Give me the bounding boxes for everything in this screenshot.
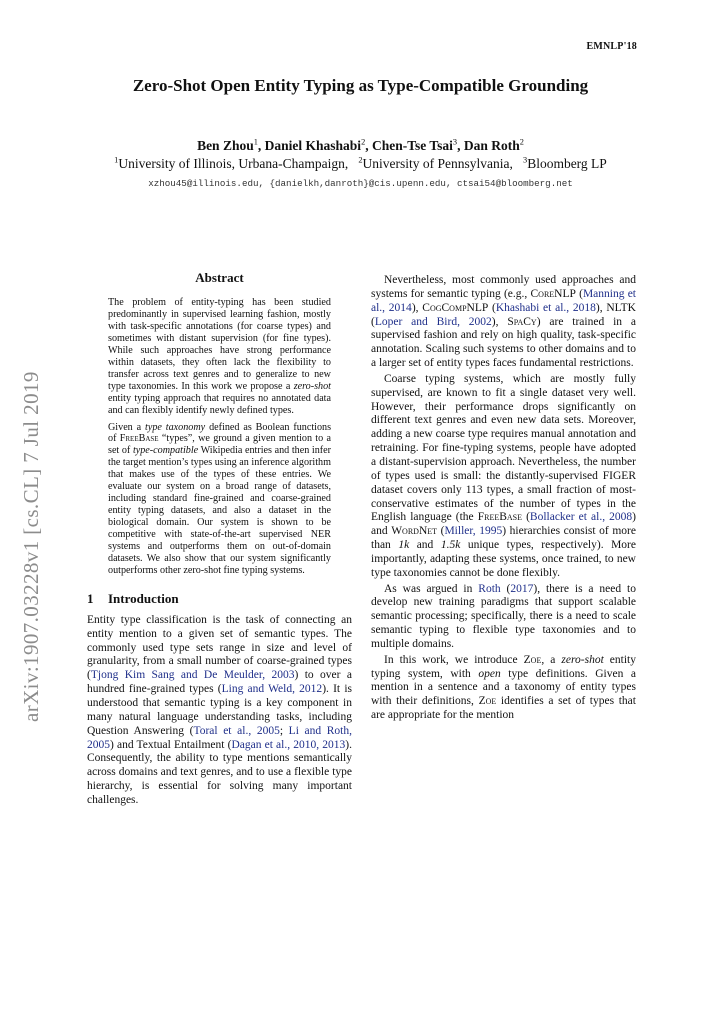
citation-link[interactable]: Ling and Weld, 2012	[221, 683, 323, 696]
citation-link[interactable]: 2017	[510, 582, 534, 595]
author-emails: xzhou45@illinois.edu, {danielkh,danroth}@cis.upenn.edu, ctsai54@bloomberg.net	[148, 178, 573, 189]
abstract-paragraph: Given a type taxonomy defined as Boolean functions of FreeBase “types”, we ground a given mention to a set of type-compatible Wikipedia entries and then infer the target mention’s types using an inference algorithm that makes use of the types of these entries. We evaluate our system on a broad range of datasets, including standard fine-grained and coarse-grained entity typing datasets, and also a dataset in the biological domain. Our system is shown to be competitive with state-of-the-art supervised NER systems and outperforms them on out-of-domain datasets. We also show that our system significantly outperforms other zero-shot fine typing systems.	[108, 421, 332, 576]
affiliation: University of Pennsylvania,	[362, 156, 513, 171]
citation-link[interactable]: Roth	[478, 582, 501, 595]
intro-paragraph: Entity type classification is the task of connecting an entity mention to a given set of semantic types. The commonly used type sets range in size and level of granularity, from a small number of coarse-grained types (Tjong Kim Sang and De Meulder, 2003) to over a hundred fine-grained types (Ling and Weld, 2012). It is understood that semantic typing is a key component in many natural language understanding tasks, including Question Answering (Toral et al., 2005; Li and Roth, 2005) and Textual Entailment (Dagan et al., 2010, 2013). Consequently, the ability to type mentions semantically across domains and text genres, and to use a flexible type hierarchy, is essential for solving many important challenges.	[87, 613, 353, 806]
citation-link[interactable]: Khashabi et al., 2018	[495, 301, 596, 314]
section-heading-introduction	[87, 591, 352, 607]
abstract-body	[87, 297, 352, 577]
citation-link[interactable]: Toral et al., 2005	[193, 724, 280, 737]
author-list: Ben Zhou$^1$, Daniel Khashabi$^2$, Chen-Tse Tsai$^3$, Dan Roth$^2$	[197, 137, 524, 153]
intro-column-right	[371, 274, 636, 723]
citation-link[interactable]: Miller, 1995	[444, 525, 503, 538]
affiliation-list	[0, 156, 721, 172]
author-name: Chen-Tse Tsai	[372, 138, 453, 153]
affiliation-marker: 3	[452, 137, 458, 147]
intro-paragraph: As was argued in Roth (2017), there is a need to develop new training paradigms that support scalable semantic processing; specifically, there is a need to scale semantic typing to flexible type taxonomies and to multiple domains.	[371, 582, 636, 650]
abstract-paragraph: The problem of entity-typing has been studied predominantly in supervised learning fashion, mostly with task-specific annotations (for coarse types) and sometimes with distant supervision (for fine types). While such approaches have strong performance within datasets, they often lack the flexibility to transfer across text genres and to generalize to new type taxonomies. In this work we propose a zero-shot entity typing approach that requires no annotated data and can flexibly identify newly defined types.	[108, 297, 331, 416]
affiliation: University of Illinois, Urbana-Champaign,	[118, 156, 349, 171]
author-name: Daniel Khashabi	[264, 138, 362, 153]
affiliation-marker: 2	[361, 137, 366, 147]
left-column	[87, 270, 352, 808]
paper-title: Zero-Shot Open Entity Typing as Type-Compatible Grounding	[132, 76, 589, 95]
affiliation-marker: 2	[358, 155, 363, 165]
intro-column-left	[87, 614, 352, 808]
citation-link[interactable]: Loper and Bird, 2002	[374, 315, 492, 328]
arxiv-stamp: arXiv:1907.03228v1 [cs.CL] 7 Jul 2019	[19, 371, 43, 722]
abstract-heading: Abstract	[195, 270, 244, 285]
citation-link[interactable]: Dagan et al., 2010, 2013	[231, 738, 346, 751]
author-name: Dan Roth	[463, 138, 520, 153]
venue-label: EMNLP'18	[586, 41, 637, 52]
affiliation: Bloomberg LP	[527, 156, 607, 171]
citation-link[interactable]: Manning et al., 2014	[371, 287, 636, 314]
intro-paragraph: Nevertheless, most commonly used approaches and systems for semantic typing (e.g., CoreNLP (Manning et al., 2014), CogCompNLP (Khashabi et al., 2018), NLTK (Loper and Bird, 2002), SpaCy) are trained in a supervised fashion and rely on high quality, task-specific annotation. Scaling such systems to other domains and to a larger set of entity types faces fundamental restrictions.	[371, 274, 636, 370]
intro-paragraph: Coarse typing systems, which are mostly fully supervised, are known to fit a single dataset very well. However, their performance drops significantly on different text genres and even new data sets. Moreover, adding a new coarse type requires manual annotation and retraining. For fine-typing systems, people have adopted a distant-supervision approach. Nevertheless, the number of types used is small: the distantly-supervised FIGER dataset covers only 113 types, a small fraction of most-conservative estimates of the number of types in the English language (the FreeBase (Bollacker et al., 2008) and WordNet (Miller, 1995) hierarchies consist of more than 1k and 1.5k unique types, respectively). More importantly, adapting these systems, once trained, to new type taxonomies cannot be done flexibly.	[371, 372, 636, 579]
section-title: Introduction	[108, 590, 179, 606]
section-number: 1	[87, 590, 94, 606]
author-name: Ben Zhou	[197, 138, 254, 153]
affiliation-marker: 3	[523, 155, 528, 165]
citation-link[interactable]: Li and Roth, 2005	[87, 724, 353, 751]
affiliation-marker: 2	[519, 137, 524, 147]
citation-link[interactable]: Tjong Kim Sang and De Meulder, 2003	[90, 669, 295, 682]
right-column	[371, 274, 636, 723]
citation-link[interactable]: Bollacker et al., 2008	[529, 511, 633, 524]
affiliation-marker: 1	[253, 137, 258, 147]
affiliation-marker: 1	[114, 155, 119, 165]
intro-paragraph: In this work, we introduce Zoe, a zero-shot entity typing system, with open type definitions. Given a mention in a sentence and a taxonomy of entity types with their definitions, Zoe identifies a set of types that are appropriate for the mention	[371, 653, 637, 722]
